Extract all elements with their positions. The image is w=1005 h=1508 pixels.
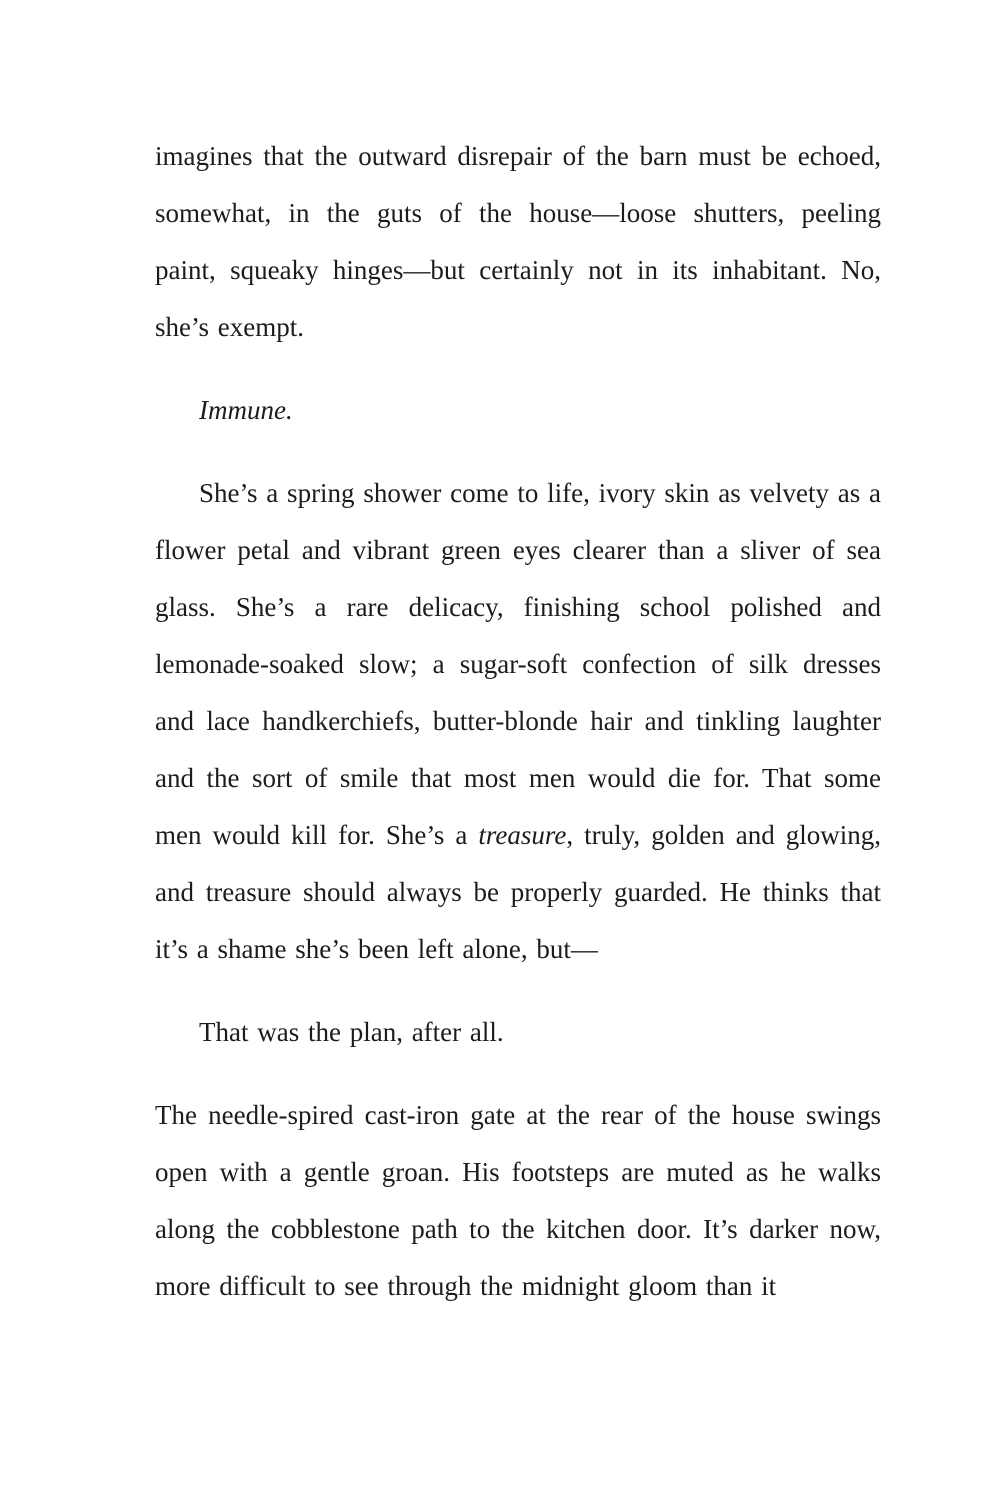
text-run: She’s a spring shower come to life, ivory skin as velvety as a flower petal and vibrant green eyes clearer than a sliver of sea glass. She’s a rare delicacy, finishing school polished and lemonade-soaked slow; a sugar-soft confection of silk dresses and lace handkerchiefs, butter-blonde hair and tinkling laughter and the sort of smile that most men would die for. That some men would kill for. She’s a [155,478,881,850]
paragraph [155,1004,881,1061]
paragraph [155,465,881,978]
paragraph [155,1087,881,1315]
text-run: , truly, golden and glowing, and treasure should always be properly guarded. He thinks that it’s a shame she’s been left alone, but— [155,820,881,964]
text-run: That was the plan, after all. [199,1017,504,1047]
text-run-italic: treasure [478,820,567,850]
text-run-italic: Immune. [199,395,293,425]
text-run: imagines that the outward disrepair of the barn must be echoed, somewhat, in the guts of the house—loose shutters, peeling paint, squeaky hinges—but certainly not in its inhabitant. No, she’s exempt. [155,141,881,342]
text-run: The needle-spired cast-iron gate at the rear of the house swings open with a gentle groan. His footsteps are muted as he walks along the cobblestone path to the kitchen door. It’s darker now, more difficult to see through the midnight gloom than it [155,1100,881,1301]
paragraph [155,128,881,356]
text-block [155,128,881,1341]
paragraph [155,382,881,439]
